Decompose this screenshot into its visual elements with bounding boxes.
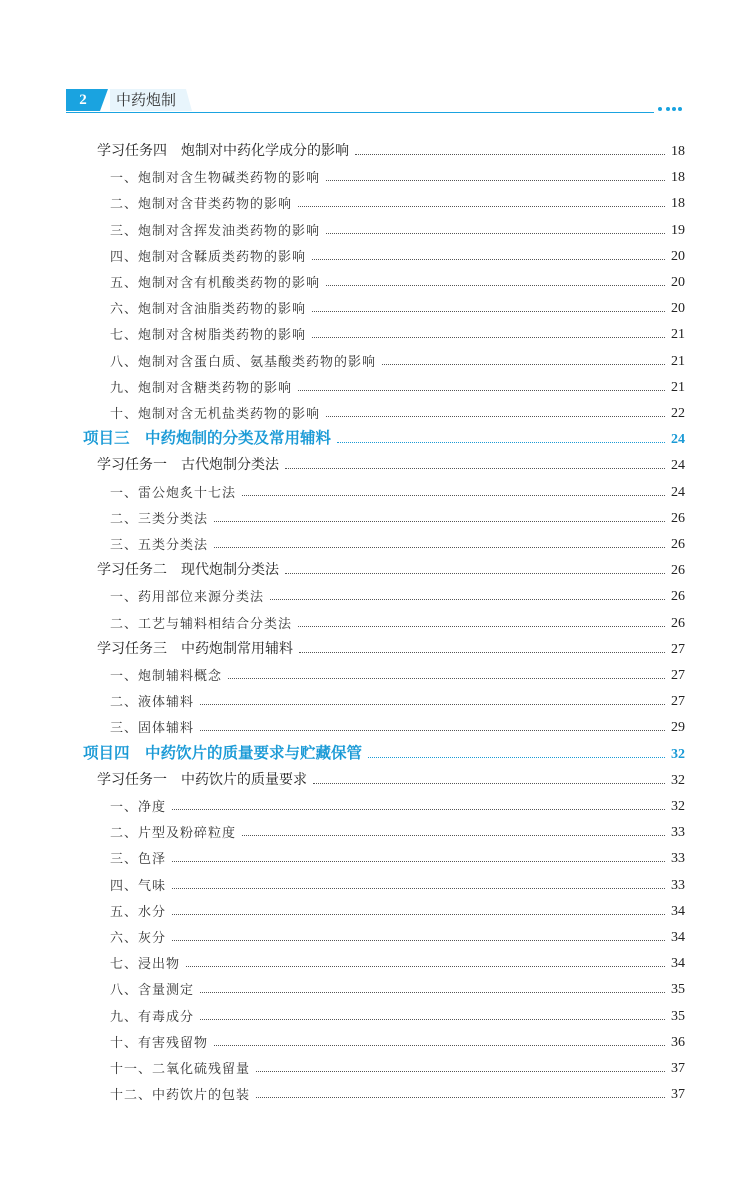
toc-section-entry[interactable] xyxy=(110,612,685,632)
page-number: 2 xyxy=(66,89,100,111)
dot-leader xyxy=(298,390,665,391)
toc-entry-title: 一、药用部位来源分类法 xyxy=(110,590,265,606)
toc-entry-title: 十、炮制对含无机盐类药物的影响 xyxy=(110,407,321,422)
toc-entry-title: 二、液体辅料 xyxy=(110,695,195,711)
toc-section-entry[interactable] xyxy=(110,1057,685,1077)
toc-entry-page: 21 xyxy=(671,327,685,343)
toc-entry-title: 四、气味 xyxy=(110,878,167,894)
toc-entry-page: 26 xyxy=(671,563,685,579)
toc-entry-title: 二、工艺与辅料相结合分类法 xyxy=(110,616,293,632)
toc-section-entry[interactable] xyxy=(110,376,685,396)
dot-leader xyxy=(172,888,665,889)
toc-entry-page: 18 xyxy=(671,196,685,212)
toc-entry-page: 34 xyxy=(671,903,685,919)
toc-entry-title: 一、雷公炮炙十七法 xyxy=(110,485,237,501)
toc-entry-title: 六、灰分 xyxy=(110,931,167,946)
dot-leader xyxy=(242,495,665,496)
toc-section-entry[interactable] xyxy=(110,1031,685,1051)
toc-entry-title: 学习任务一 中药饮片的质量要求 xyxy=(97,771,307,788)
toc-entry-title: 八、炮制对含蛋白质、氨基酸类药物的影响 xyxy=(110,354,377,370)
toc-entry-title: 项目三 中药炮制的分类及常用辅料 xyxy=(83,429,332,448)
toc-entry-title: 九、炮制对含糖类药物的影响 xyxy=(110,380,293,396)
book-title: 中药炮制 xyxy=(110,89,186,111)
toc-entry-page: 32 xyxy=(671,746,685,762)
toc-section-entry[interactable] xyxy=(110,350,685,370)
toc-entry-title: 一、炮制辅料概念 xyxy=(110,669,223,684)
toc-entry-page: 26 xyxy=(671,589,685,605)
toc-entry-page: 37 xyxy=(671,1087,685,1103)
dot-leader xyxy=(312,259,665,260)
ornament-dot xyxy=(658,107,662,111)
toc-entry-title: 五、水分 xyxy=(110,904,167,920)
toc-entry-title: 二、片型及粉碎粒度 xyxy=(110,826,237,842)
toc-section-entry[interactable] xyxy=(110,192,685,212)
toc-entry-title: 三、炮制对含挥发油类药物的影响 xyxy=(110,223,321,239)
toc-entry-title: 七、浸出物 xyxy=(110,957,181,973)
toc-entry-page: 35 xyxy=(671,1008,685,1024)
dot-leader xyxy=(242,835,665,836)
toc-entry-page: 18 xyxy=(671,170,685,186)
toc-section-entry[interactable] xyxy=(110,926,685,946)
dot-leader xyxy=(172,940,665,941)
toc-task-entry[interactable] xyxy=(97,769,685,789)
toc-entry-page: 20 xyxy=(671,275,685,290)
toc-section-entry[interactable] xyxy=(110,585,685,605)
toc-section-entry[interactable] xyxy=(110,323,685,343)
toc-entry-title: 学习任务三 中药炮制常用辅料 xyxy=(97,640,293,657)
dot-leader xyxy=(270,599,665,600)
toc-entry-page: 20 xyxy=(671,301,685,317)
toc-entry-page: 24 xyxy=(671,484,685,500)
toc-section-entry[interactable] xyxy=(110,716,685,736)
toc-entry-page: 34 xyxy=(671,930,685,945)
toc-section-entry[interactable] xyxy=(110,690,685,710)
toc-entry-title: 三、固体辅料 xyxy=(110,721,195,737)
dot-leader xyxy=(172,914,665,915)
toc-section-entry[interactable] xyxy=(110,900,685,920)
toc-entry-page: 37 xyxy=(671,1061,685,1076)
toc-section-entry[interactable] xyxy=(110,507,685,527)
toc-section-entry[interactable] xyxy=(110,952,685,972)
toc-entry-page: 34 xyxy=(671,956,685,972)
toc-entry-title: 一、炮制对含生物碱类药物的影响 xyxy=(110,171,321,187)
toc-entry-page: 32 xyxy=(671,772,685,788)
toc-section-entry[interactable] xyxy=(110,271,685,291)
toc-entry-page: 35 xyxy=(671,982,685,998)
toc-entry-page: 24 xyxy=(671,458,685,474)
ornament-dot xyxy=(666,107,670,111)
toc-entry-title: 项目四 中药饮片的质量要求与贮藏保管 xyxy=(83,743,363,762)
dot-leader xyxy=(299,652,665,653)
dot-leader xyxy=(326,416,665,417)
dot-leader xyxy=(200,1019,665,1020)
dot-leader xyxy=(285,573,665,574)
toc-entry-title: 二、三类分类法 xyxy=(110,511,209,527)
toc-section-entry[interactable] xyxy=(110,1005,685,1025)
toc-section-entry[interactable] xyxy=(110,402,685,422)
dot-leader xyxy=(298,626,665,627)
dot-leader xyxy=(200,730,665,731)
dot-leader xyxy=(326,285,665,286)
toc-entry-page: 32 xyxy=(671,799,685,814)
toc-entry-page: 36 xyxy=(671,1034,685,1050)
toc-entry-page: 26 xyxy=(671,510,685,526)
dot-leader xyxy=(214,521,665,522)
dot-leader xyxy=(200,992,665,993)
dot-leader xyxy=(312,311,665,312)
toc-entry-page: 19 xyxy=(671,222,685,238)
toc-section-entry[interactable] xyxy=(110,166,685,186)
dot-leader xyxy=(256,1097,665,1098)
ornament-dot xyxy=(672,107,676,111)
toc-task-entry[interactable] xyxy=(97,559,685,579)
dot-leader xyxy=(172,861,665,862)
toc-entry-title: 学习任务四 炮制对中药化学成分的影响 xyxy=(97,143,349,159)
toc-section-entry[interactable] xyxy=(110,297,685,317)
toc-entry-page: 29 xyxy=(671,720,685,736)
dot-leader xyxy=(214,547,665,548)
toc-entry-page: 21 xyxy=(671,353,685,369)
toc-entry-title: 八、含量测定 xyxy=(110,983,195,999)
toc-entry-title: 七、炮制对含树脂类药物的影响 xyxy=(110,328,307,344)
toc-section-entry[interactable] xyxy=(110,219,685,239)
toc-entry-page: 26 xyxy=(671,537,685,552)
toc-section-entry[interactable] xyxy=(110,481,685,501)
toc-entry-page: 27 xyxy=(671,694,685,710)
toc-section-entry[interactable] xyxy=(110,664,685,684)
toc-entry-page: 26 xyxy=(671,615,685,631)
dot-leader xyxy=(337,442,665,443)
toc-entry-page: 18 xyxy=(671,144,685,159)
dot-leader xyxy=(298,206,665,207)
toc-task-entry[interactable] xyxy=(97,454,685,474)
toc-section-entry[interactable] xyxy=(110,847,685,867)
toc-entry-title: 十二、中药饮片的包装 xyxy=(110,1088,251,1104)
toc-entry-page: 33 xyxy=(671,825,685,841)
dot-leader xyxy=(285,468,665,469)
dot-leader xyxy=(382,364,665,365)
toc-section-entry[interactable] xyxy=(110,1083,685,1103)
toc-section-entry[interactable] xyxy=(110,795,685,815)
dot-leader xyxy=(172,809,665,810)
toc-entry-title: 三、色泽 xyxy=(110,852,167,868)
dot-leader xyxy=(200,704,665,705)
toc-entry-page: 27 xyxy=(671,641,685,657)
toc-entry-title: 六、炮制对含油脂类药物的影响 xyxy=(110,302,307,318)
dot-leader xyxy=(326,233,665,234)
dot-leader xyxy=(312,337,665,338)
toc-entry-title: 学习任务一 古代炮制分类法 xyxy=(97,457,279,474)
ornament-dot xyxy=(678,107,682,111)
toc-task-entry[interactable] xyxy=(97,638,685,658)
toc-entry-page: 33 xyxy=(671,851,685,867)
toc-entry-page: 22 xyxy=(671,406,685,421)
dot-leader xyxy=(186,966,665,967)
toc-section-entry[interactable] xyxy=(110,874,685,894)
toc-task-entry[interactable] xyxy=(97,140,685,160)
dot-leader xyxy=(256,1071,665,1072)
dot-leader xyxy=(228,678,665,679)
toc-entry-title: 四、炮制对含鞣质类药物的影响 xyxy=(110,249,307,265)
header-dots-ornament xyxy=(658,107,688,115)
toc-project-entry[interactable] xyxy=(83,428,685,448)
toc-entry-title: 二、炮制对含苷类药物的影响 xyxy=(110,197,293,213)
toc-entry-page: 24 xyxy=(671,432,685,448)
toc-entry-page: 21 xyxy=(671,379,685,395)
toc-entry-title: 十、有害残留物 xyxy=(110,1035,209,1051)
header-rule xyxy=(66,112,654,113)
toc-project-entry[interactable] xyxy=(83,743,685,763)
toc-entry-title: 五、炮制对含有机酸类药物的影响 xyxy=(110,276,321,291)
dot-leader xyxy=(368,757,665,758)
dot-leader xyxy=(313,783,665,784)
toc-section-entry[interactable] xyxy=(110,245,685,265)
toc-entry-title: 九、有毒成分 xyxy=(110,1009,195,1025)
toc-entry-page: 20 xyxy=(671,248,685,264)
toc-entry-title: 十一、二氧化硫残留量 xyxy=(110,1062,251,1077)
toc-section-entry[interactable] xyxy=(110,978,685,998)
running-header xyxy=(66,89,686,115)
toc-entry-title: 学习任务二 现代炮制分类法 xyxy=(97,562,279,579)
toc-entry-page: 33 xyxy=(671,877,685,893)
toc-entry-title: 三、五类分类法 xyxy=(110,538,209,553)
dot-leader xyxy=(355,154,665,155)
dot-leader xyxy=(326,180,665,181)
toc-entry-title: 一、净度 xyxy=(110,800,167,815)
toc-section-entry[interactable] xyxy=(110,821,685,841)
toc-section-entry[interactable] xyxy=(110,533,685,553)
dot-leader xyxy=(214,1045,665,1046)
toc-entry-page: 27 xyxy=(671,668,685,683)
